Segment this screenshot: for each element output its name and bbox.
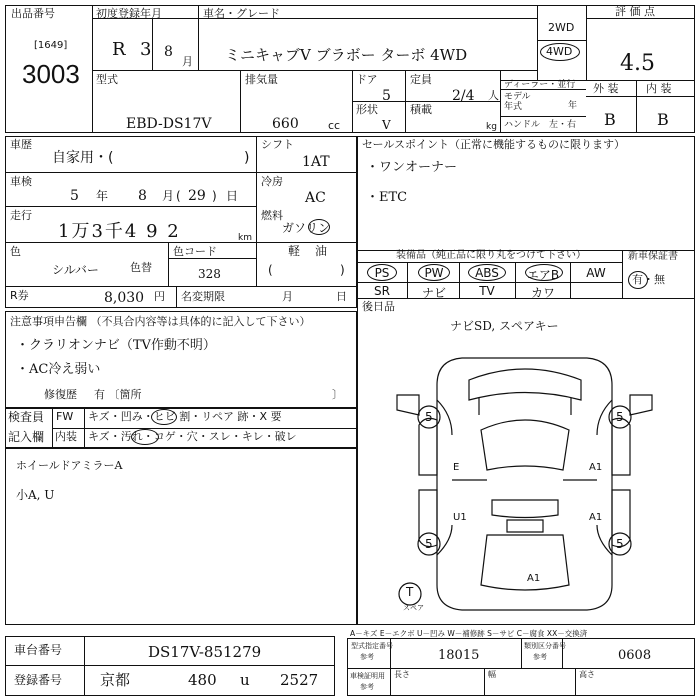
inspector-label-1: 検査員 [8, 410, 45, 424]
first-reg-month: 8 [164, 44, 173, 60]
fw-items: キズ・凹み・ヒビ 割・リペア 跡・X 要 [88, 410, 282, 423]
car-name-value: ミニキャブV ブラボー ターボ 4WD [225, 46, 468, 64]
model-label: 型式 [96, 73, 118, 86]
model-cert-value: 18015 [438, 648, 480, 663]
year-unit: 年 [568, 101, 578, 111]
seats-label: 定員 [410, 73, 432, 86]
selling-point-2: ・ETC [366, 190, 408, 205]
equip-aw: AW [586, 266, 606, 280]
color-value: シルバー [52, 263, 99, 277]
equip-navi: ナビ [421, 286, 446, 300]
category-label: 類別区分番号 [524, 642, 566, 650]
inspection-year: 5 [70, 188, 79, 204]
notes-line-2: ・AC冷え弱い [16, 362, 101, 377]
tire-rr: 5 [616, 537, 624, 551]
interior-label: 内 装 [646, 82, 672, 95]
fuel-gasoline: ガソリン [282, 221, 331, 235]
mark-e: E [453, 462, 460, 473]
mileage-unit: km [238, 233, 252, 243]
free-notes-frame [5, 448, 357, 625]
handle-label: ハンドル [504, 120, 541, 130]
mileage-label: 走行 [10, 209, 32, 222]
int-dirt-circle [131, 429, 159, 445]
equip-sr: SR [374, 284, 390, 298]
model-cert-label2: 参考 [360, 653, 374, 661]
fuel-light: 軽 [288, 244, 301, 258]
plate-number: 2527 [280, 671, 319, 689]
spare-label: T [406, 585, 414, 599]
history-close: ) [244, 150, 250, 166]
model-cert-label: 型式指定番号 [351, 642, 393, 650]
tire-fl: 5 [425, 410, 433, 424]
inspector-label-2: 記入欄 [8, 430, 45, 444]
ac-value: AC [305, 190, 326, 206]
color-code-value: 328 [198, 267, 221, 281]
name-change-label: 名変期限 [181, 290, 225, 303]
height-label: 高さ [579, 670, 595, 679]
fuel-label: 燃料 [261, 209, 283, 222]
aftermarket-label: 後日品 [362, 300, 395, 313]
inspection-label: 車検 [10, 175, 32, 188]
chassis-value: DS17V-851279 [148, 643, 262, 661]
fuel-oil: 油 [315, 244, 328, 258]
name-change-month: 月 [282, 290, 293, 303]
mark-a1-right-front: A1 [589, 462, 603, 473]
int-items: キズ・汚れ・コゲ・穴・スレ・キレ・破レ [88, 430, 297, 443]
equip-tv: TV [479, 284, 495, 298]
shift-label: シフト [261, 138, 294, 151]
selling-point-1: ・ワンオーナー [366, 160, 458, 175]
plate-area: 京都 [100, 671, 131, 689]
drive-4wd: 4WD [546, 45, 573, 58]
ac-label: 冷房 [261, 175, 283, 188]
category-value: 0608 [618, 648, 652, 663]
drive-2wd: 2WD [548, 21, 575, 34]
shape-label: 形状 [356, 103, 378, 116]
inspection-day-unit: 日 [226, 189, 239, 203]
warranty-circle [628, 271, 648, 289]
model-year-label: モデル [504, 92, 531, 102]
fw-label: FW [56, 410, 74, 423]
interior-grade: B [657, 110, 669, 129]
doors-value: 5 [382, 88, 391, 104]
repair-close: 〕 [332, 388, 343, 401]
car-name-label: 車名・グレード [203, 7, 280, 20]
free-note-1: ホイールドアミラーA [16, 459, 123, 472]
plate-kana: u [240, 671, 250, 689]
recycle-label: R券 [10, 289, 29, 302]
vehicle-cert-label2: 参考 [360, 683, 374, 691]
color-label: 色 [10, 245, 21, 258]
seats-value: 2/4 [452, 88, 475, 104]
mileage-value: 1万3千4 9 2 [58, 221, 181, 242]
score-value: 4.5 [620, 51, 655, 76]
chassis-label: 車台番号 [14, 643, 63, 657]
plate-class: 480 [188, 671, 217, 689]
first-reg-label: 初度登録年月 [96, 7, 162, 20]
repair-value: 有 〔箇所 [94, 388, 142, 401]
inspection-month-unit: 月 [162, 189, 175, 203]
equip-leather: カワ [530, 286, 555, 300]
equip-pw: PW [424, 266, 444, 280]
model-value: EBD-DS17V [126, 116, 212, 132]
equip-airbag: エアB [526, 268, 560, 282]
history-label: 車歴 [10, 138, 32, 151]
color-change-label: 色替 [130, 261, 152, 274]
equipment-label: 装備品（純正品に限り丸をつけて下さい） [396, 250, 586, 261]
inspection-year-unit: 年 [96, 189, 109, 203]
displacement-unit: cc [328, 119, 341, 132]
first-reg-month-unit: 月 [182, 55, 193, 68]
notes-line-1: ・クラリオンナビ（TV作動不明） [16, 338, 216, 353]
displacement-label: 排気量 [245, 73, 278, 86]
selling-points-label: セールスポイント（正常に機能するものに限ります） [362, 138, 626, 151]
seats-unit: 人 [488, 89, 499, 102]
vehicle-cert-label: 車検証明用 [350, 672, 385, 680]
model-year-label2: 年式 [504, 102, 523, 112]
category-label2: 参考 [533, 653, 547, 661]
fw-dent-circle [151, 409, 177, 425]
aftermarket-value: ナビSD, スペアキー [450, 319, 559, 333]
car-damage-diagram [357, 340, 695, 625]
history-value: 自家用・( [52, 150, 114, 166]
first-reg-year: 3 [140, 39, 152, 60]
displacement-value: 660 [272, 116, 299, 132]
lot-code: [1649] [34, 40, 68, 51]
plate-label: 登録番号 [14, 673, 63, 687]
mark-u1: U1 [453, 512, 467, 523]
inspection-month: 8 [138, 188, 147, 204]
warranty-label: 新車保証書 [628, 251, 678, 262]
color-code-label: 色コード [173, 245, 217, 258]
capacity-label: 積載 [410, 103, 432, 116]
name-change-day: 日 [336, 290, 347, 303]
capacity-unit: kg [486, 122, 497, 132]
tire-rl: 5 [425, 537, 433, 551]
recycle-unit: 円 [154, 290, 165, 303]
first-reg-era: R [112, 39, 126, 60]
mark-a1-rear: A1 [527, 573, 541, 584]
lot-label: 出品番号 [11, 7, 55, 20]
notes-label: 注意事項申告欄 （不具合内容等は具体的に記入して下さい） [10, 315, 311, 328]
equip-abs: ABS [475, 266, 499, 280]
handle-options: 左・右 [549, 120, 577, 130]
lot-number: 3003 [22, 59, 80, 89]
dealer-label: ディーラー・並行 [504, 80, 576, 90]
warranty-options: 有・無 [632, 273, 665, 286]
length-label: 長さ [394, 670, 410, 679]
spare-sub: スペア [403, 604, 424, 612]
header-frame [5, 5, 695, 133]
repair-label: 修復歴 [44, 388, 77, 401]
free-note-2: 小A, U [16, 488, 55, 502]
int-label: 内装 [55, 430, 77, 443]
doors-label: ドア [356, 73, 378, 86]
damage-legend: A－キズ E－エクボ U－凹み W－補修跡 S－サビ C－腐食 XX－交換済 [350, 629, 588, 638]
exterior-label: 外 装 [593, 82, 619, 95]
mark-a1-right-rear: A1 [589, 512, 603, 523]
shape-value: V [382, 118, 391, 132]
equip-ps: PS [374, 266, 390, 280]
exterior-grade: B [604, 110, 616, 129]
recycle-value: 8,030 [104, 290, 145, 306]
score-label: 評 価 点 [615, 5, 655, 18]
tire-fr: 5 [616, 410, 624, 424]
shift-value: 1AT [302, 154, 330, 170]
inspection-day: 29 [188, 188, 206, 204]
width-label: 幅 [488, 670, 496, 679]
